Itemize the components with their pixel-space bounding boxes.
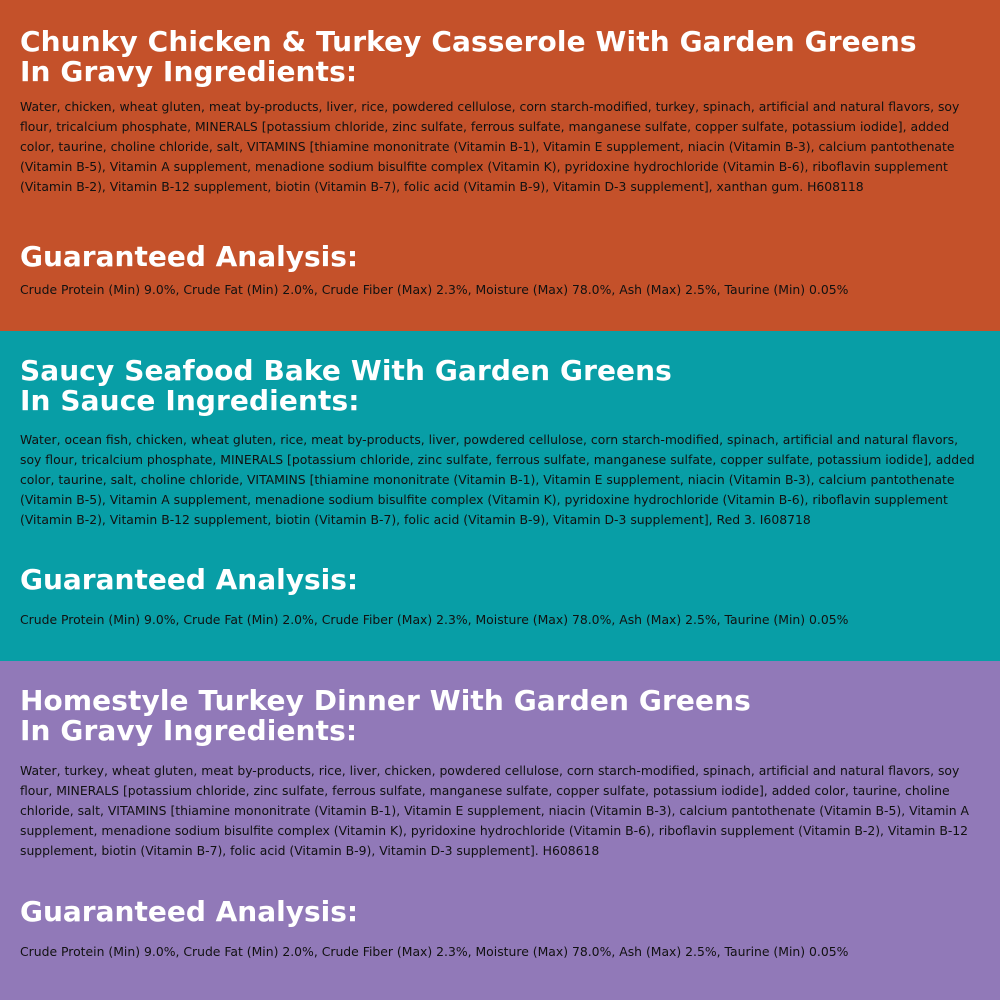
recipe-section-seafood	[0, 331, 1000, 661]
analysis-text: Crude Protein (Min) 9.0%, Crude Fat (Min) 2.0%, Crude Fiber (Max) 2.3%, Moisture (Max) 78.0%, Ash (Max) 2.5%, Taurine (Min) 0.05%	[20, 282, 849, 297]
ingredients-text: Water, turkey, wheat gluten, meat by-products, rice, liver, chicken, powdered cellulose, corn starch-modified, spinach, artificial and natural flavors, soy flour, MINERALS [potassium chloride, zinc sulfate, ferrous sulfate, manganese sulfate, copper sulfate, potassium iodide], added color, taurine, choline chloride, salt, VITAMINS [thiamine mononitrate (Vitamin B-1), Vitamin E supplement, niacin (Vitamin B-3), calcium pantothenate (Vitamin B-5), Vitamin A supplement, menadione sodium bisulfite complex (Vitamin K), pyridoxine hydrochloride (Vitamin B-6), riboflavin supplement (Vitamin B-2), Vitamin B-12 supplement, biotin (Vitamin B-7), folic acid (Vitamin B-9), Vitamin D-3 supplement]. H608618	[20, 763, 969, 858]
recipe-section-chicken-turkey	[0, 0, 1000, 331]
recipe-title	[20, 686, 980, 746]
recipe-title	[20, 356, 980, 416]
analysis-text: Crude Protein (Min) 9.0%, Crude Fat (Min) 2.0%, Crude Fiber (Max) 2.3%, Moisture (Max) 78.0%, Ash (Max) 2.5%, Taurine (Min) 0.05%	[20, 612, 849, 627]
recipe-title-line1: Saucy Seafood Bake With Garden Greens	[20, 354, 672, 387]
recipe-title-line2: In Sauce Ingredients:	[20, 384, 360, 417]
ingredients-text: Water, chicken, wheat gluten, meat by-products, liver, rice, powdered cellulose, corn starch-modified, turkey, spinach, artificial and natural flavors, soy flour, tricalcium phosphate, MINERALS [potassium chloride, zinc sulfate, ferrous sulfate, manganese sulfate, copper sulfate, potassium iodide], added color, taurine, choline chloride, salt, VITAMINS [thiamine mononitrate (Vitamin B-1), Vitamin E supplement, niacin (Vitamin B-3), calcium pantothenate (Vitamin B-5), Vitamin A supplement, menadione sodium bisulfite complex (Vitamin K), pyridoxine hydrochloride (Vitamin B-6), riboflavin supplement (Vitamin B-2), Vitamin B-12 supplement, biotin (Vitamin B-7), folic acid (Vitamin B-9), Vitamin D-3 supplement], xanthan gum. H608118	[20, 99, 960, 194]
analysis-heading: Guaranteed Analysis:	[20, 563, 359, 596]
recipe-section-turkey-dinner	[0, 661, 1000, 1000]
recipe-title-line2: In Gravy Ingredients:	[20, 55, 358, 88]
analysis-heading: Guaranteed Analysis:	[20, 895, 359, 928]
recipe-title	[20, 27, 980, 87]
recipe-title-line1: Homestyle Turkey Dinner With Garden Greens	[20, 684, 751, 717]
analysis-text: Crude Protein (Min) 9.0%, Crude Fat (Min) 2.0%, Crude Fiber (Max) 2.3%, Moisture (Max) 78.0%, Ash (Max) 2.5%, Taurine (Min) 0.05%	[20, 944, 849, 959]
recipe-title-line2: In Gravy Ingredients:	[20, 714, 358, 747]
recipe-title-line1: Chunky Chicken & Turkey Casserole With Garden Greens	[20, 25, 917, 58]
ingredients-text: Water, ocean fish, chicken, wheat gluten, rice, meat by-products, liver, powdered cellulose, corn starch-modified, spinach, artificial and natural flavors, soy flour, tricalcium phosphate, MINERALS [potassium chloride, zinc sulfate, ferrous sulfate, manganese sulfate, copper sulfate, potassium iodide], added color, taurine, salt, choline chloride, VITAMINS [thiamine mononitrate (Vitamin B-1), Vitamin E supplement, niacin (Vitamin B-3), calcium pantothenate (Vitamin B-5), Vitamin A supplement, menadione sodium bisulfite complex (Vitamin K), pyridoxine hydrochloride (Vitamin B-6), riboflavin supplement (Vitamin B-2), Vitamin B-12 supplement, biotin (Vitamin B-7), folic acid (Vitamin B-9), Vitamin D-3 supplement], Red 3. I608718	[20, 432, 975, 527]
analysis-heading: Guaranteed Analysis:	[20, 240, 359, 273]
